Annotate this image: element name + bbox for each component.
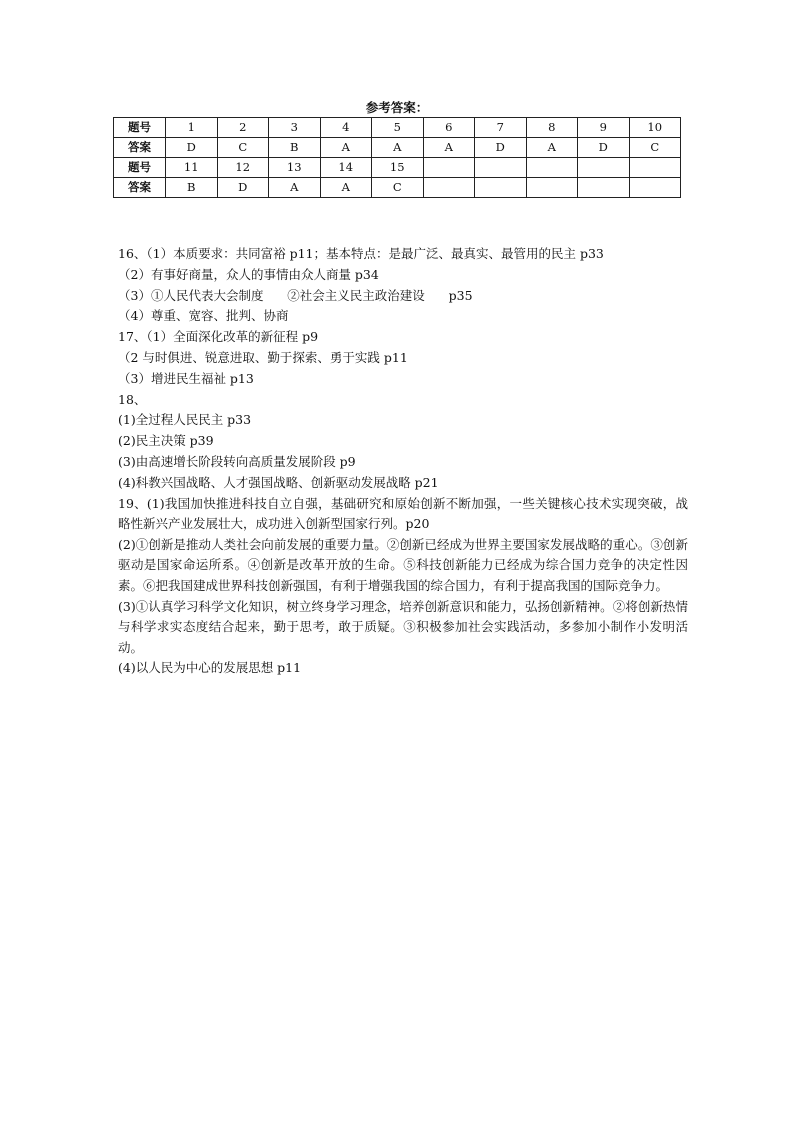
answer-paragraph: (3)①认真学习科学文化知识，树立终身学习理念，培养创新意识和能力，弘扬创新精神。②将创新热情与科学求实态度结合起来，勤于思考，敢于质疑。③积极参加社会实践活动，多参加小制作小发明活动。 [118,598,688,655]
row-header: 答案 [114,178,166,198]
table-cell: 11 [166,158,218,178]
table-cell [526,158,578,178]
table-cell: A [320,138,372,158]
table-row [114,158,681,178]
answer-line: （3）①人民代表大会制度 ②社会主义民主政治建设 p35 [118,287,473,303]
row-header: 题号 [114,118,166,138]
table-cell: 7 [475,118,527,138]
row-header: 题号 [114,158,166,178]
answer-table [113,117,681,198]
table-cell [629,178,681,198]
table-cell [629,158,681,178]
answer-line: (1)全过程人民民主 p33 [118,412,252,428]
table-cell [423,158,475,178]
page-title: 参考答案： [365,100,429,115]
table-cell [578,158,630,178]
table-cell [578,178,630,198]
answer-line: 18、 [118,391,147,407]
table-cell: A [526,138,578,158]
table-cell: 15 [372,158,424,178]
table-cell: B [269,138,321,158]
table-cell: C [372,178,424,198]
table-cell: 9 [578,118,630,138]
answer-body [118,244,688,679]
answer-line: (2)民主决策 p39 [118,433,214,449]
table-cell: 8 [526,118,578,138]
answer-line: (4)科教兴国战略、人才强国战略、创新驱动发展战略 p21 [118,474,439,490]
table-cell: D [217,178,269,198]
short-answer-lines [118,244,688,494]
answer-paragraph: (2)①创新是推动人类社会向前发展的重要力量。②创新已经成为世界主要国家发展战略的重心。③创新驱动是国家命运所系。④创新是改革开放的生命。⑤科技创新能力已经成为综合国力竞争的决定性因素。⑥把我国建成世界科技创新强国，有利于增强我国的综合国力，有利于提高我国的国际竞争力。 [118,536,688,593]
table-row [114,118,681,138]
row-header: 答案 [114,138,166,158]
table-cell: B [166,178,218,198]
table-cell: C [629,138,681,158]
table-cell: A [320,178,372,198]
table-cell: 13 [269,158,321,178]
table-cell [475,178,527,198]
table-cell: D [166,138,218,158]
answer-line: （3）增进民生福祉 p13 [118,370,254,386]
table-cell [526,178,578,198]
table-cell: 1 [166,118,218,138]
table-cell: 14 [320,158,372,178]
table-cell: D [578,138,630,158]
table-cell: C [217,138,269,158]
answer-line: 17、（1）全面深化改革的新征程 p9 [118,329,319,345]
table-cell: 10 [629,118,681,138]
table-row [114,178,681,198]
long-answer-paragraphs [118,494,688,679]
answer-line: （4）尊重、宽容、批判、协商 [118,308,289,324]
table-cell [423,178,475,198]
answer-line: （2）有事好商量，众人的事情由众人商量 p34 [118,266,379,282]
table-cell: 5 [372,118,424,138]
table-cell: 6 [423,118,475,138]
answer-line: （2 与时俱进、锐意进取、勤于探索、勇于实践 p11 [118,349,408,365]
table-cell: D [475,138,527,158]
answer-paragraph: 19、(1)我国加快推进科技自立自强，基础研究和原始创新不断加强，一些关键核心技术实现突破，战略性新兴产业发展壮大，成功进入创新型国家行列。p20 [118,495,688,532]
answer-line: (3)由高速增长阶段转向高质量发展阶段 p9 [118,453,356,469]
answer-paragraph: (4)以人民为中心的发展思想 p11 [118,660,302,676]
table-row [114,138,681,158]
table-cell: A [372,138,424,158]
answer-line: 16、（1）本质要求：共同富裕 p11；基本特点：是最广泛、最真实、最管用的民主 p33 [118,246,604,261]
table-cell: 12 [217,158,269,178]
table-cell: A [423,138,475,158]
table-cell: 2 [217,118,269,138]
table-cell: 3 [269,118,321,138]
table-cell [475,158,527,178]
table-cell: 4 [320,118,372,138]
table-cell: A [269,178,321,198]
